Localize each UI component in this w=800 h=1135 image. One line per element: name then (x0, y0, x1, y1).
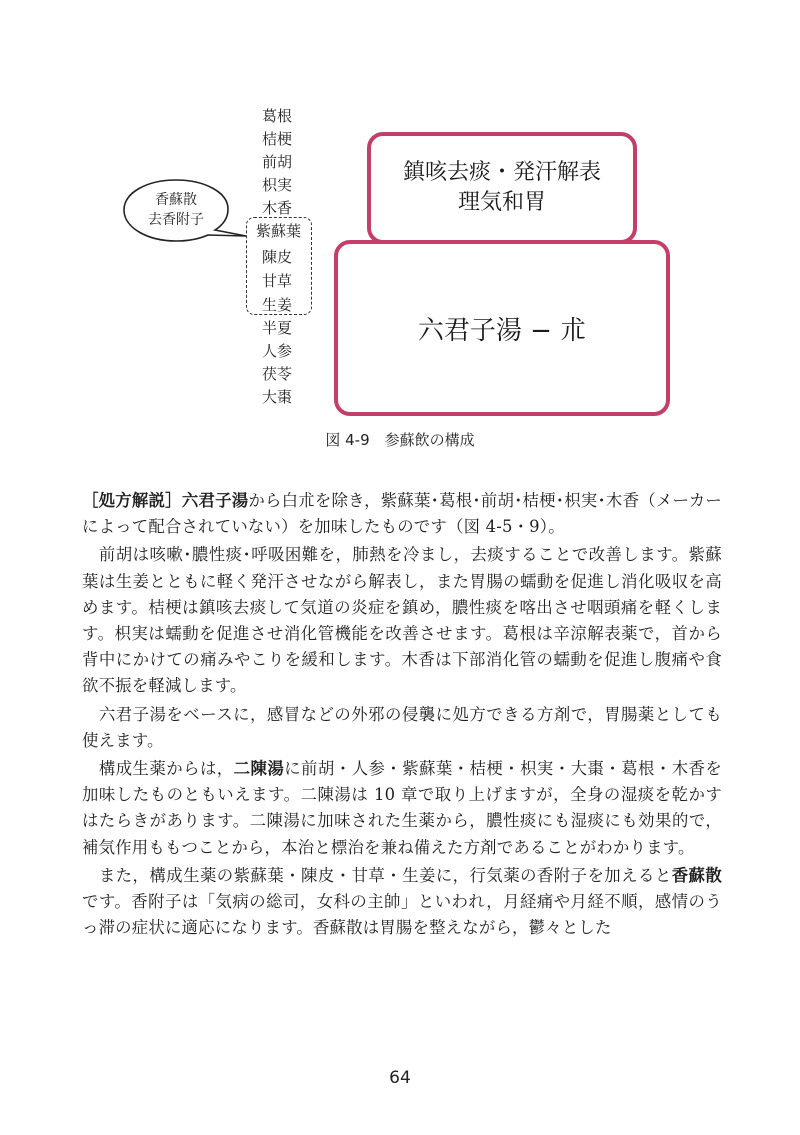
herb-item: 前胡 (262, 153, 293, 171)
herb-item: 紫蘇葉 (256, 222, 302, 240)
paragraph-text: に前胡・人参・紫蘇葉・桔梗・枳実・大棗・葛根・木香を加味したものともいえます。二陳湯は 10 章で取り上げますが，全身の湿痰を乾かすはたらきがあります。二陳湯に加味された生薬から，膿性痰にも湿痰にも効果的で，補気作用ももつことから，本治と標治を兼ね備えた方剤であることがわかります。 (82, 759, 722, 857)
bubble-text (122, 190, 230, 230)
paragraph (82, 542, 722, 699)
paragraph-text: 構成生薬からは， (98, 759, 234, 779)
figure-caption: 図 4-9 参蘇飲の構成 (325, 431, 475, 449)
paragraph-text: また，構成生薬の紫蘇葉・陳皮・甘草・生姜に，行気薬の香附子を加えると (98, 865, 672, 885)
bubble-line-1: 香蘇散 (155, 192, 197, 208)
herb-item: 陳皮 (262, 248, 293, 266)
base-formula-box (334, 240, 670, 416)
formula-name: 六君子湯 (181, 491, 249, 510)
effect-line-2: 理気和胃 (457, 190, 546, 215)
herb-item: 人参 (262, 342, 293, 360)
formula-name: 二陳湯 (233, 759, 285, 779)
effect-line-1: 鎮咳去痰・発汗解表 (402, 160, 601, 185)
bubble-line-2: 去香附子 (148, 212, 204, 228)
kososan-herb-group (246, 217, 312, 315)
herb-item: 桔梗 (262, 130, 293, 148)
section-label: ［処方解説］ (82, 491, 182, 510)
paragraph-text: から白朮を除き，紫蘇葉･葛根･前胡･桔梗･枳実･木香（メーカーによって配合されていない）を加味したものです（図 4-5・9）。 (82, 491, 722, 537)
paragraph (82, 702, 722, 754)
herb-item: 枳実 (262, 176, 293, 194)
paragraph-text: です。香附子は「気病の総司，女科の主帥」といわれ，月経痛や月経不順，感情のうっ滞の症状に適応になります。香蘇散は胃腸を整えながら，鬱々とした (82, 892, 722, 938)
herb-item: 葛根 (262, 107, 293, 125)
herb-item: 生姜 (262, 296, 293, 314)
paragraph (82, 488, 722, 540)
herb-item: 茯苓 (262, 365, 293, 383)
page-number: 64 (389, 1068, 411, 1088)
base-formula-label: 六君子湯 − 朮 (417, 315, 587, 346)
paragraph-text: 六君子湯をベースに，感冒などの外邪の侵襲に処方できる方剤で，胃腸薬としても使えます。 (82, 704, 723, 750)
paragraph-text: 前胡は咳嗽･膿性痰･呼吸困難を，肺熱を冷まし，去痰することで改善します。紫蘇葉は生姜とともに軽く発汗させながら解表し，また胃腸の蠕動を促進し消化吸収を高めます。桔梗は鎮咳去痰して気道の炎症を鎮め，膿性痰を喀出させ咽頭痛を軽くします。枳実は蠕動を促進させ消化管機能を改善させます。葛根は辛涼解表薬で，首から背中にかけての痛みやこりを緩和します。木香は下部消化管の蠕動を促進し腹痛や食欲不振を軽減します。 (82, 545, 722, 696)
paragraph (82, 756, 722, 861)
herb-item: 木香 (262, 199, 293, 217)
herb-item: 大棗 (262, 388, 293, 406)
herb-item: 甘草 (262, 272, 293, 290)
paragraph (82, 863, 722, 942)
effect-box (367, 132, 637, 244)
herb-item: 半夏 (262, 319, 293, 337)
formula-name: 香蘇散 (671, 865, 722, 885)
body-text (82, 488, 722, 941)
speech-bubble (122, 178, 248, 246)
